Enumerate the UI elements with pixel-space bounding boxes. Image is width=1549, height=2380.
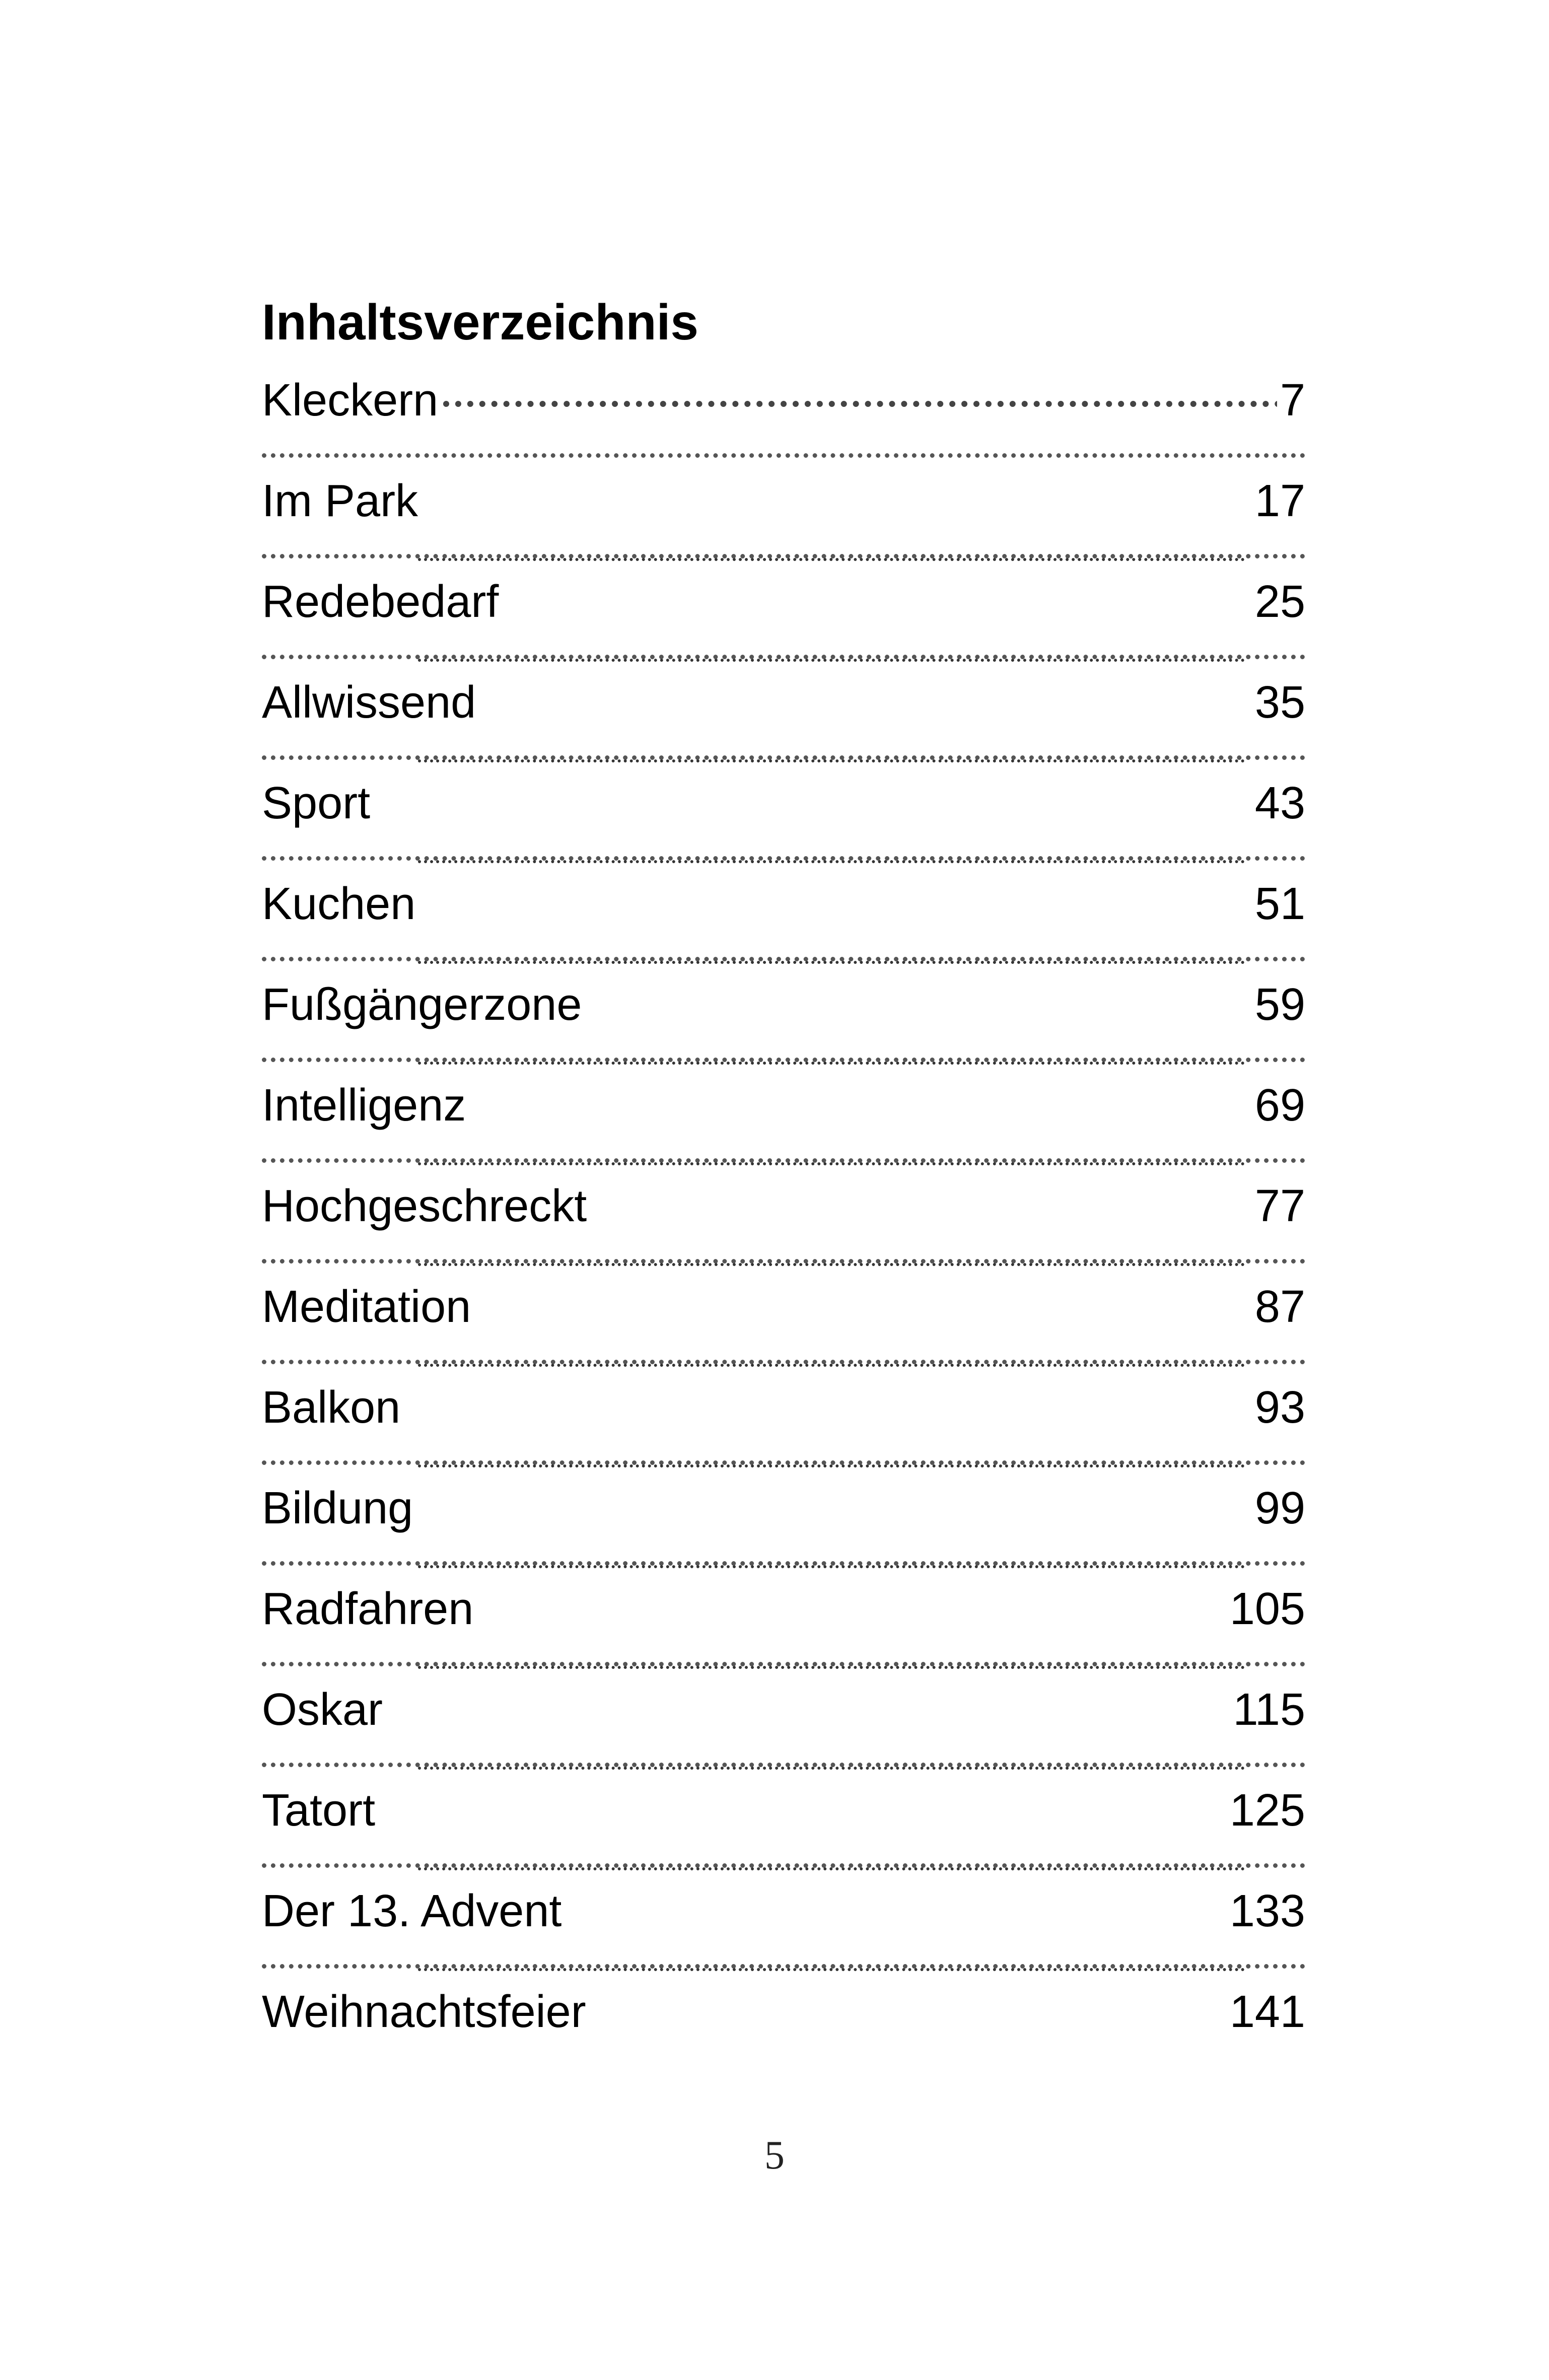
toc-entry[interactable]	[262, 1269, 1305, 1370]
toc-entry-page: 115	[1230, 1682, 1305, 1737]
toc-entry-page: 59	[1252, 977, 1305, 1032]
toc-entry-title: Balkon	[262, 1380, 403, 1435]
dot-leader	[418, 1867, 1245, 1870]
toc-entry[interactable]	[262, 1370, 1305, 1471]
toc-entry-title: Oskar	[262, 1682, 386, 1737]
toc-entry[interactable]	[262, 1471, 1305, 1571]
toc-entry[interactable]	[262, 1068, 1305, 1168]
table-of-contents	[262, 282, 1305, 2075]
toc-entry[interactable]	[262, 967, 1305, 1068]
toc-entry[interactable]	[262, 363, 1305, 463]
toc-entry-title: Im Park	[262, 473, 421, 529]
toc-entry-title: Kleckern	[262, 373, 441, 428]
toc-entry[interactable]	[262, 1571, 1305, 1672]
toc-entry[interactable]	[262, 1168, 1305, 1269]
toc-entry-title: Redebedarf	[262, 574, 502, 629]
toc-entry[interactable]	[262, 463, 1305, 564]
toc-entry-page: 77	[1252, 1178, 1305, 1234]
toc-entry-title: Sport	[262, 776, 373, 831]
toc-entry[interactable]	[262, 564, 1305, 665]
toc-entry[interactable]	[262, 1672, 1305, 1773]
toc-entry-title: Kuchen	[262, 876, 418, 932]
toc-entry-title: Hochgeschreckt	[262, 1178, 590, 1234]
toc-entry-page: 93	[1252, 1380, 1305, 1435]
dot-leader	[262, 453, 1305, 458]
toc-entry-page: 87	[1252, 1279, 1305, 1335]
toc-entry-page: 133	[1227, 1883, 1305, 1939]
toc-entry[interactable]	[262, 1974, 1305, 2075]
toc-entry-page: 17	[1252, 473, 1305, 529]
toc-entry-title: Tatort	[262, 1783, 378, 1838]
toc-entry-page: 7	[1277, 373, 1305, 428]
dot-leader	[418, 1968, 1245, 1971]
toc-entry-page: 125	[1227, 1783, 1305, 1838]
dot-leader	[418, 558, 1245, 561]
dot-leader	[418, 1263, 1245, 1266]
dot-leader	[418, 1565, 1245, 1568]
toc-entry-page: 51	[1252, 876, 1305, 932]
dot-leader	[418, 1162, 1245, 1165]
dot-leader	[443, 401, 1281, 407]
toc-entry-page: 35	[1252, 675, 1305, 730]
toc-entry-page: 99	[1252, 1481, 1305, 1536]
toc-entry-title: Intelligenz	[262, 1078, 469, 1133]
dot-leader	[418, 860, 1245, 863]
toc-entry[interactable]	[262, 665, 1305, 765]
toc-entry-title: Weihnachtsfeier	[262, 1984, 589, 2040]
toc-heading: Inhaltsverzeichnis	[262, 294, 698, 351]
toc-entry-title: Fußgängerzone	[262, 977, 585, 1032]
toc-entry-page: 43	[1252, 776, 1305, 831]
toc-entry-title: Radfahren	[262, 1581, 476, 1637]
toc-entry-title: Allwissend	[262, 675, 479, 730]
toc-entry-page: 141	[1227, 1984, 1305, 2040]
dot-leader	[418, 1464, 1245, 1467]
dot-leader	[418, 1666, 1245, 1669]
toc-entry-page: 25	[1252, 574, 1305, 629]
toc-entry-page: 69	[1252, 1078, 1305, 1133]
toc-entry-title: Der 13. Advent	[262, 1883, 565, 1939]
toc-entry[interactable]	[262, 866, 1305, 967]
dot-leader	[418, 659, 1245, 662]
dot-leader	[418, 759, 1245, 762]
dot-leader	[418, 961, 1245, 964]
toc-entry-title: Meditation	[262, 1279, 474, 1335]
dot-leader	[418, 1062, 1245, 1065]
toc-entry-page: 105	[1227, 1581, 1305, 1637]
toc-entry-title: Bildung	[262, 1481, 416, 1536]
toc-entry[interactable]	[262, 1773, 1305, 1873]
dot-leader	[418, 1364, 1245, 1367]
page-number: 5	[764, 2133, 785, 2178]
toc-list	[262, 363, 1305, 2075]
dot-leader	[418, 1767, 1245, 1770]
toc-entry[interactable]	[262, 765, 1305, 866]
toc-entry[interactable]	[262, 1873, 1305, 1974]
